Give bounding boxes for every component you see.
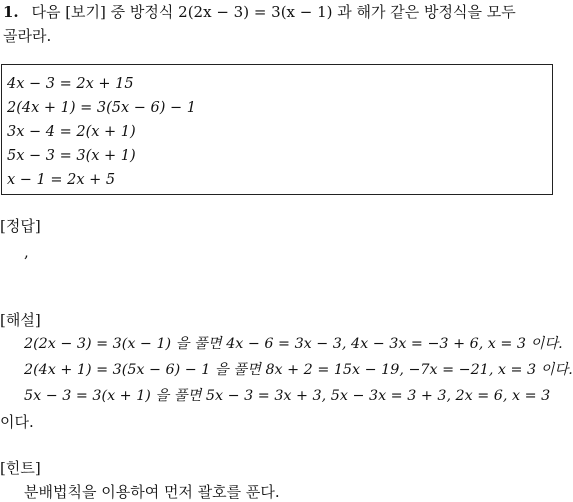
option-2: 2(4x + 1) = 3(5x − 6) − 1 xyxy=(7,100,197,116)
question-text-line2: 골라라. xyxy=(3,27,52,45)
answer-heading: [정답] xyxy=(0,217,41,235)
option-5: x − 1 = 2x + 5 xyxy=(7,172,116,188)
option-1: 4x − 3 = 2x + 15 xyxy=(7,76,134,92)
option-3: 3x − 4 = 2(x + 1) xyxy=(7,124,136,140)
hint-text: 분배법칙을 이용하여 먼저 괄호를 푼다. xyxy=(24,483,280,501)
explanation-line-1: 2(2x − 3) = 3(x − 1) 을 풀면 4x − 6 = 3x − 3, 4x − 3x = −3 + 6, x = 3 이다. xyxy=(24,336,563,352)
explanation-line-4: 이다. xyxy=(0,413,34,431)
option-4: 5x − 3 = 3(x + 1) xyxy=(7,148,136,164)
question xyxy=(3,2,516,22)
hint-heading: [힌트] xyxy=(0,459,41,477)
explanation-heading: [해설] xyxy=(0,311,41,329)
explanation-line-2: 2(4x + 1) = 3(5x − 6) − 1 을 풀면 8x + 2 = 15x − 19, −7x = −21, x = 3 이다. xyxy=(24,362,573,378)
question-number: 1. xyxy=(3,3,19,21)
answer-text: , xyxy=(24,243,29,261)
explanation-line-3: 5x − 3 = 3(x + 1) 을 풀면 5x − 3 = 3x + 3, 5x − 3x = 3 + 3, 2x = 6, x = 3 xyxy=(24,388,551,404)
question-text-line1: 다음 [보기] 중 방정식 2(2x − 3) = 3(x − 1) 과 해가 같은 방정식을 모두 xyxy=(31,3,516,21)
options-box xyxy=(1,64,553,195)
